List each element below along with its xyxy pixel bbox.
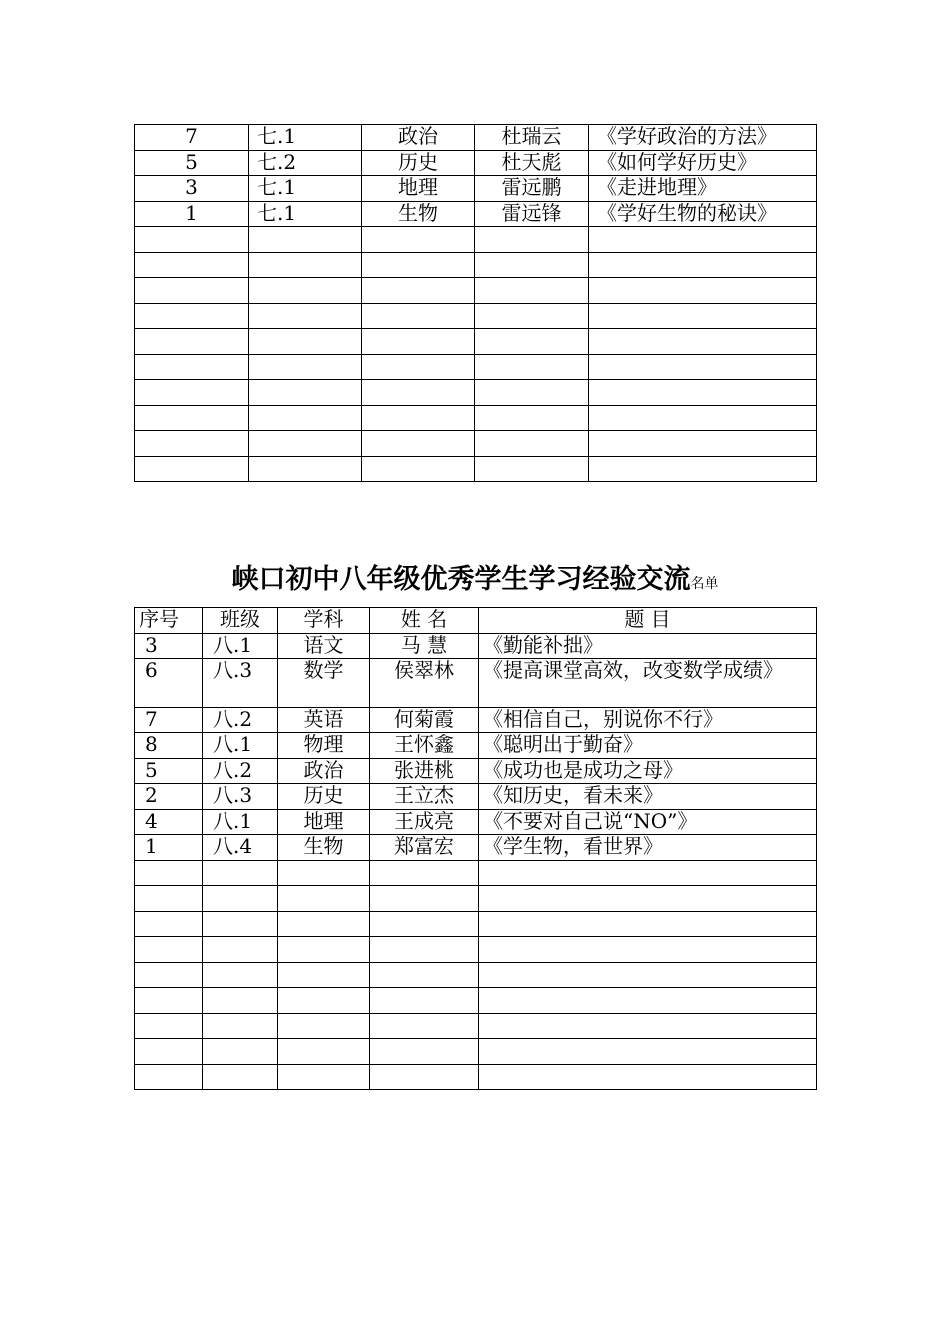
- cell-index: 4: [135, 809, 203, 835]
- cell-subject: 地理: [278, 809, 370, 835]
- cell-topic: [479, 1039, 817, 1065]
- cell-subject: 政治: [362, 125, 475, 151]
- cell-subject: [278, 886, 370, 912]
- table-row: [135, 659, 817, 708]
- cell-topic: [589, 456, 817, 482]
- cell-subject: [278, 1064, 370, 1090]
- cell-class: [203, 1039, 278, 1065]
- cell-name: [370, 988, 479, 1014]
- cell-name: [475, 303, 589, 329]
- table-row: [135, 784, 817, 810]
- cell-class: [203, 886, 278, 912]
- cell-topic: [479, 937, 817, 963]
- cell-name: [475, 278, 589, 304]
- cell-class: [249, 405, 362, 431]
- cell-subject: [362, 456, 475, 482]
- cell-topic: [479, 1064, 817, 1090]
- cell-index: [135, 431, 249, 457]
- cell-subject: [362, 405, 475, 431]
- header-row: [135, 608, 817, 634]
- cell-name: [370, 1039, 479, 1065]
- header-cell-name: 姓 名: [370, 608, 479, 634]
- cell-topic: 《勤能补拙》: [479, 633, 817, 659]
- empty-row: [135, 937, 817, 963]
- cell-class: [203, 937, 278, 963]
- cell-name: 王怀鑫: [370, 733, 479, 759]
- cell-index: 8: [135, 733, 203, 759]
- cell-topic: [479, 911, 817, 937]
- cell-name: 马 慧: [370, 633, 479, 659]
- cell-topic: [479, 886, 817, 912]
- cell-class: [203, 988, 278, 1014]
- cell-name: 王成亮: [370, 809, 479, 835]
- cell-topic: [479, 860, 817, 886]
- cell-index: [135, 1039, 203, 1065]
- cell-subject: [362, 227, 475, 253]
- cell-subject: [362, 354, 475, 380]
- cell-index: [135, 886, 203, 912]
- empty-row: [135, 252, 817, 278]
- empty-row: [135, 860, 817, 886]
- cell-index: [135, 1013, 203, 1039]
- cell-index: [135, 911, 203, 937]
- cell-subject: 生物: [278, 835, 370, 861]
- cell-topic: [589, 227, 817, 253]
- cell-topic: 《知历史，看未来》: [479, 784, 817, 810]
- cell-subject: [278, 1013, 370, 1039]
- cell-subject: [362, 329, 475, 355]
- cell-index: 3: [135, 176, 249, 202]
- cell-index: 7: [135, 125, 249, 151]
- cell-class: [203, 860, 278, 886]
- cell-name: [475, 329, 589, 355]
- cell-subject: [278, 860, 370, 886]
- cell-index: [135, 405, 249, 431]
- cell-topic: 《相信自己，别说你不行》: [479, 707, 817, 733]
- table-title: [0, 563, 950, 601]
- cell-topic: [479, 962, 817, 988]
- cell-name: [475, 456, 589, 482]
- cell-class: [249, 456, 362, 482]
- cell-topic: 《学好政治的方法》: [589, 125, 817, 151]
- cell-index: [135, 962, 203, 988]
- table-row: [135, 201, 817, 227]
- cell-name: [370, 1064, 479, 1090]
- cell-subject: [278, 1039, 370, 1065]
- cell-class: [249, 329, 362, 355]
- cell-subject: 物理: [278, 733, 370, 759]
- cell-class: 八.1: [203, 809, 278, 835]
- empty-row: [135, 988, 817, 1014]
- cell-subject: [278, 962, 370, 988]
- cell-index: 6: [135, 659, 203, 708]
- cell-subject: 地理: [362, 176, 475, 202]
- cell-class: [249, 431, 362, 457]
- cell-index: [135, 227, 249, 253]
- cell-class: 七.1: [249, 176, 362, 202]
- cell-class: [249, 354, 362, 380]
- cell-index: 5: [135, 758, 203, 784]
- empty-row: [135, 329, 817, 355]
- empty-row: [135, 405, 817, 431]
- cell-name: [370, 1013, 479, 1039]
- cell-name: 雷远锋: [475, 201, 589, 227]
- cell-subject: 历史: [362, 150, 475, 176]
- cell-index: [135, 937, 203, 963]
- cell-index: [135, 354, 249, 380]
- cell-subject: 英语: [278, 707, 370, 733]
- cell-topic: [589, 431, 817, 457]
- cell-class: [203, 911, 278, 937]
- cell-name: [370, 886, 479, 912]
- cell-name: [370, 937, 479, 963]
- table-row: [135, 150, 817, 176]
- header-cell-topic: 题 目: [479, 608, 817, 634]
- cell-subject: 历史: [278, 784, 370, 810]
- cell-name: [475, 380, 589, 406]
- cell-name: 杜天彪: [475, 150, 589, 176]
- cell-class: 八.3: [203, 784, 278, 810]
- cell-class: 八.2: [203, 707, 278, 733]
- cell-index: 1: [135, 201, 249, 227]
- cell-name: [475, 405, 589, 431]
- cell-topic: [589, 303, 817, 329]
- table-row: [135, 633, 817, 659]
- cell-topic: 《如何学好历史》: [589, 150, 817, 176]
- cell-index: 1: [135, 835, 203, 861]
- table-row: [135, 835, 817, 861]
- table-title-suffix: 名单: [690, 576, 719, 592]
- cell-topic: [589, 329, 817, 355]
- cell-topic: [479, 1013, 817, 1039]
- cell-class: 八.1: [203, 733, 278, 759]
- cell-subject: [278, 911, 370, 937]
- cell-class: 七.1: [249, 201, 362, 227]
- empty-row: [135, 380, 817, 406]
- cell-name: 何菊霞: [370, 707, 479, 733]
- cell-class: [203, 1064, 278, 1090]
- cell-name: 郑富宏: [370, 835, 479, 861]
- cell-name: 杜瑞云: [475, 125, 589, 151]
- cell-topic: [589, 405, 817, 431]
- cell-subject: 语文: [278, 633, 370, 659]
- cell-index: 5: [135, 150, 249, 176]
- table-row: [135, 707, 817, 733]
- table-row: [135, 176, 817, 202]
- cell-topic: [589, 354, 817, 380]
- cell-name: [475, 354, 589, 380]
- cell-class: [249, 303, 362, 329]
- cell-index: [135, 329, 249, 355]
- cell-index: 7: [135, 707, 203, 733]
- cell-name: 王立杰: [370, 784, 479, 810]
- cell-subject: [362, 380, 475, 406]
- cell-class: [249, 278, 362, 304]
- empty-row: [135, 456, 817, 482]
- cell-index: [135, 1064, 203, 1090]
- cell-subject: [278, 937, 370, 963]
- cell-class: [249, 252, 362, 278]
- cell-index: [135, 252, 249, 278]
- empty-row: [135, 278, 817, 304]
- cell-name: 雷远鹏: [475, 176, 589, 202]
- empty-row: [135, 1039, 817, 1065]
- empty-row: [135, 227, 817, 253]
- cell-name: [475, 227, 589, 253]
- cell-class: 八.4: [203, 835, 278, 861]
- cell-class: 八.3: [203, 659, 278, 708]
- empty-row: [135, 1013, 817, 1039]
- cell-index: [135, 303, 249, 329]
- header-cell-subject: 学科: [278, 608, 370, 634]
- empty-row: [135, 303, 817, 329]
- cell-index: [135, 860, 203, 886]
- cell-class: 七.1: [249, 125, 362, 151]
- cell-name: 侯翠林: [370, 659, 479, 708]
- table-row: [135, 758, 817, 784]
- cell-topic: 《不要对自己说“NO”》: [479, 809, 817, 835]
- cell-class: 八.2: [203, 758, 278, 784]
- cell-topic: [589, 252, 817, 278]
- table-row: [135, 809, 817, 835]
- cell-name: [370, 962, 479, 988]
- cell-index: [135, 380, 249, 406]
- cell-class: 七.2: [249, 150, 362, 176]
- exchange-list-table-grade8: [134, 607, 817, 1090]
- empty-row: [135, 431, 817, 457]
- cell-topic: 《提高课堂高效，改变数学成绩》: [479, 659, 817, 708]
- cell-class: 八.1: [203, 633, 278, 659]
- cell-class: [203, 1013, 278, 1039]
- cell-topic: 《聪明出于勤奋》: [479, 733, 817, 759]
- header-cell-index: 序号: [135, 608, 203, 634]
- cell-class: [203, 962, 278, 988]
- cell-index: 3: [135, 633, 203, 659]
- cell-subject: [362, 303, 475, 329]
- exchange-list-table-grade7: [134, 124, 817, 482]
- cell-index: 2: [135, 784, 203, 810]
- table-row: [135, 125, 817, 151]
- cell-subject: [362, 252, 475, 278]
- cell-class: [249, 380, 362, 406]
- cell-name: [370, 911, 479, 937]
- cell-topic: [589, 380, 817, 406]
- cell-topic: [589, 278, 817, 304]
- cell-name: [475, 252, 589, 278]
- table-row: [135, 733, 817, 759]
- cell-topic: [479, 988, 817, 1014]
- cell-subject: 政治: [278, 758, 370, 784]
- cell-subject: [362, 278, 475, 304]
- empty-row: [135, 911, 817, 937]
- empty-row: [135, 886, 817, 912]
- empty-row: [135, 354, 817, 380]
- cell-name: [475, 431, 589, 457]
- cell-name: [370, 860, 479, 886]
- cell-topic: 《学好生物的秘诀》: [589, 201, 817, 227]
- header-cell-class: 班级: [203, 608, 278, 634]
- cell-topic: 《成功也是成功之母》: [479, 758, 817, 784]
- cell-subject: 数学: [278, 659, 370, 708]
- cell-name: 张进桃: [370, 758, 479, 784]
- cell-class: [249, 227, 362, 253]
- cell-subject: 生物: [362, 201, 475, 227]
- empty-row: [135, 1064, 817, 1090]
- cell-index: [135, 988, 203, 1014]
- cell-topic: 《走进地理》: [589, 176, 817, 202]
- cell-topic: 《学生物，看世界》: [479, 835, 817, 861]
- empty-row: [135, 962, 817, 988]
- cell-subject: [278, 988, 370, 1014]
- table-title-main: 峡口初中八年级优秀学生学习经验交流: [231, 564, 691, 595]
- cell-index: [135, 278, 249, 304]
- cell-index: [135, 456, 249, 482]
- cell-subject: [362, 431, 475, 457]
